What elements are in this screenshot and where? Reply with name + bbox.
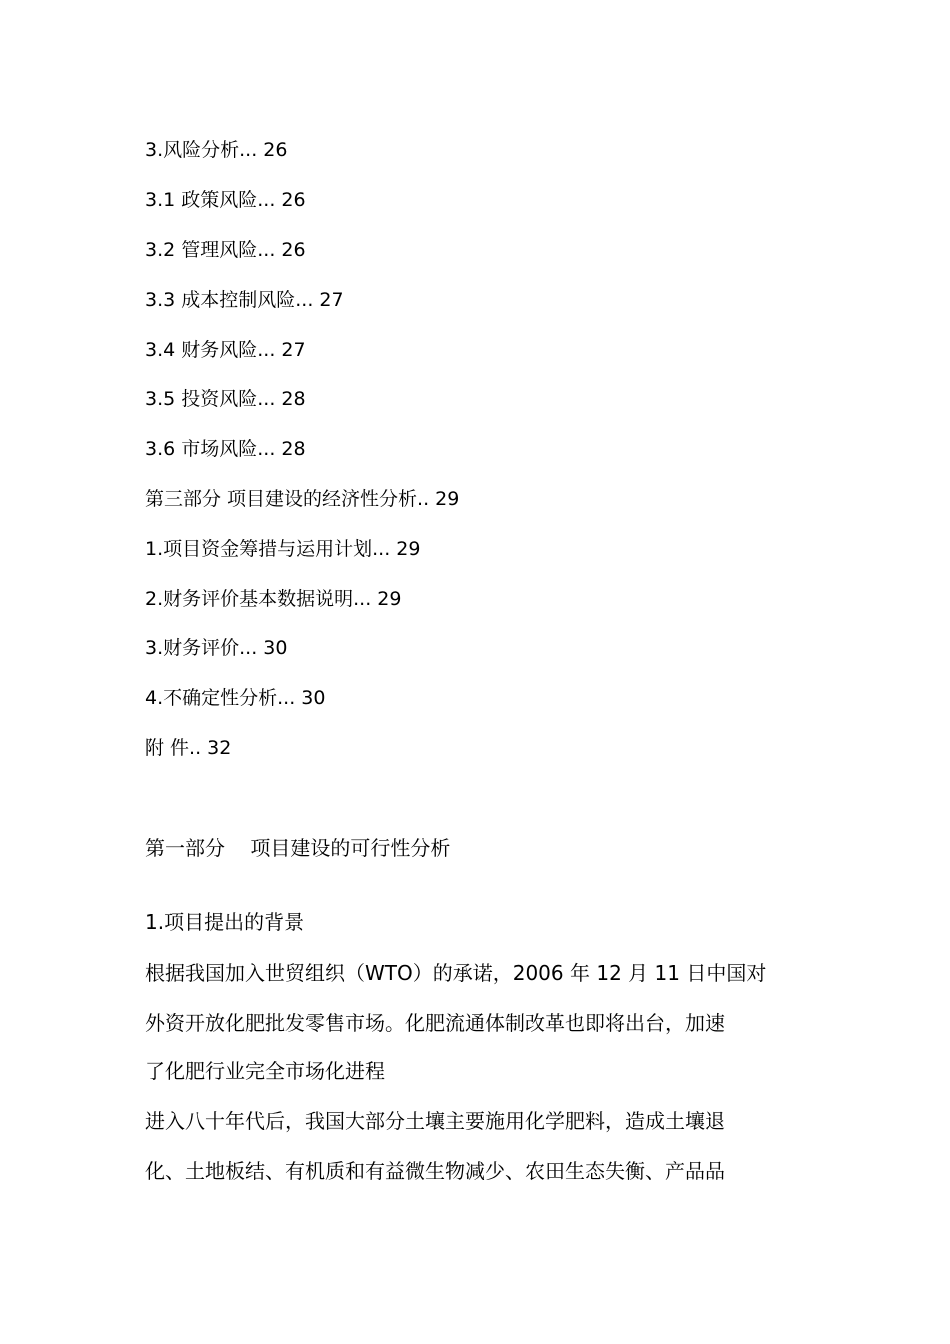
- toc-item: 3.3 成本控制风险... 27: [145, 289, 344, 311]
- toc-item: 3.风险分析... 26: [145, 139, 288, 161]
- paragraph-line: 化、土地板结、有机质和有益微生物减少、农田生态失衡、产品品: [145, 1159, 725, 1183]
- toc-item: 3.2 管理风险... 26: [145, 239, 306, 261]
- toc-item: 2.财务评价基本数据说明... 29: [145, 588, 402, 610]
- toc-item: 4.不确定性分析... 30: [145, 687, 326, 709]
- paragraph-line: 根据我国加入世贸组织（WTO）的承诺，2006 年 12 月 11 日中国对: [145, 961, 767, 985]
- toc-item: 3.6 市场风险... 28: [145, 438, 306, 460]
- toc-item: 1.项目资金筹措与运用计划... 29: [145, 538, 421, 560]
- paragraph-line: 进入八十年代后，我国大部分土壤主要施用化学肥料，造成土壤退: [145, 1109, 725, 1133]
- toc-item: 3.1 政策风险... 26: [145, 189, 306, 211]
- toc-item: 附 件.. 32: [145, 737, 232, 759]
- section-heading: 1.项目提出的背景: [145, 910, 305, 934]
- toc-item: 3.财务评价... 30: [145, 637, 288, 659]
- paragraph-line: 外资开放化肥批发零售市场。化肥流通体制改革也即将出台，加速: [145, 1011, 725, 1035]
- toc-item: 第三部分 项目建设的经济性分析.. 29: [145, 488, 460, 510]
- part-heading: 第一部分 项目建设的可行性分析: [145, 836, 451, 860]
- toc-item: 3.5 投资风险... 28: [145, 388, 306, 410]
- toc-item: 3.4 财务风险... 27: [145, 339, 306, 361]
- paragraph-line: 了化肥行业完全市场化进程: [145, 1059, 385, 1083]
